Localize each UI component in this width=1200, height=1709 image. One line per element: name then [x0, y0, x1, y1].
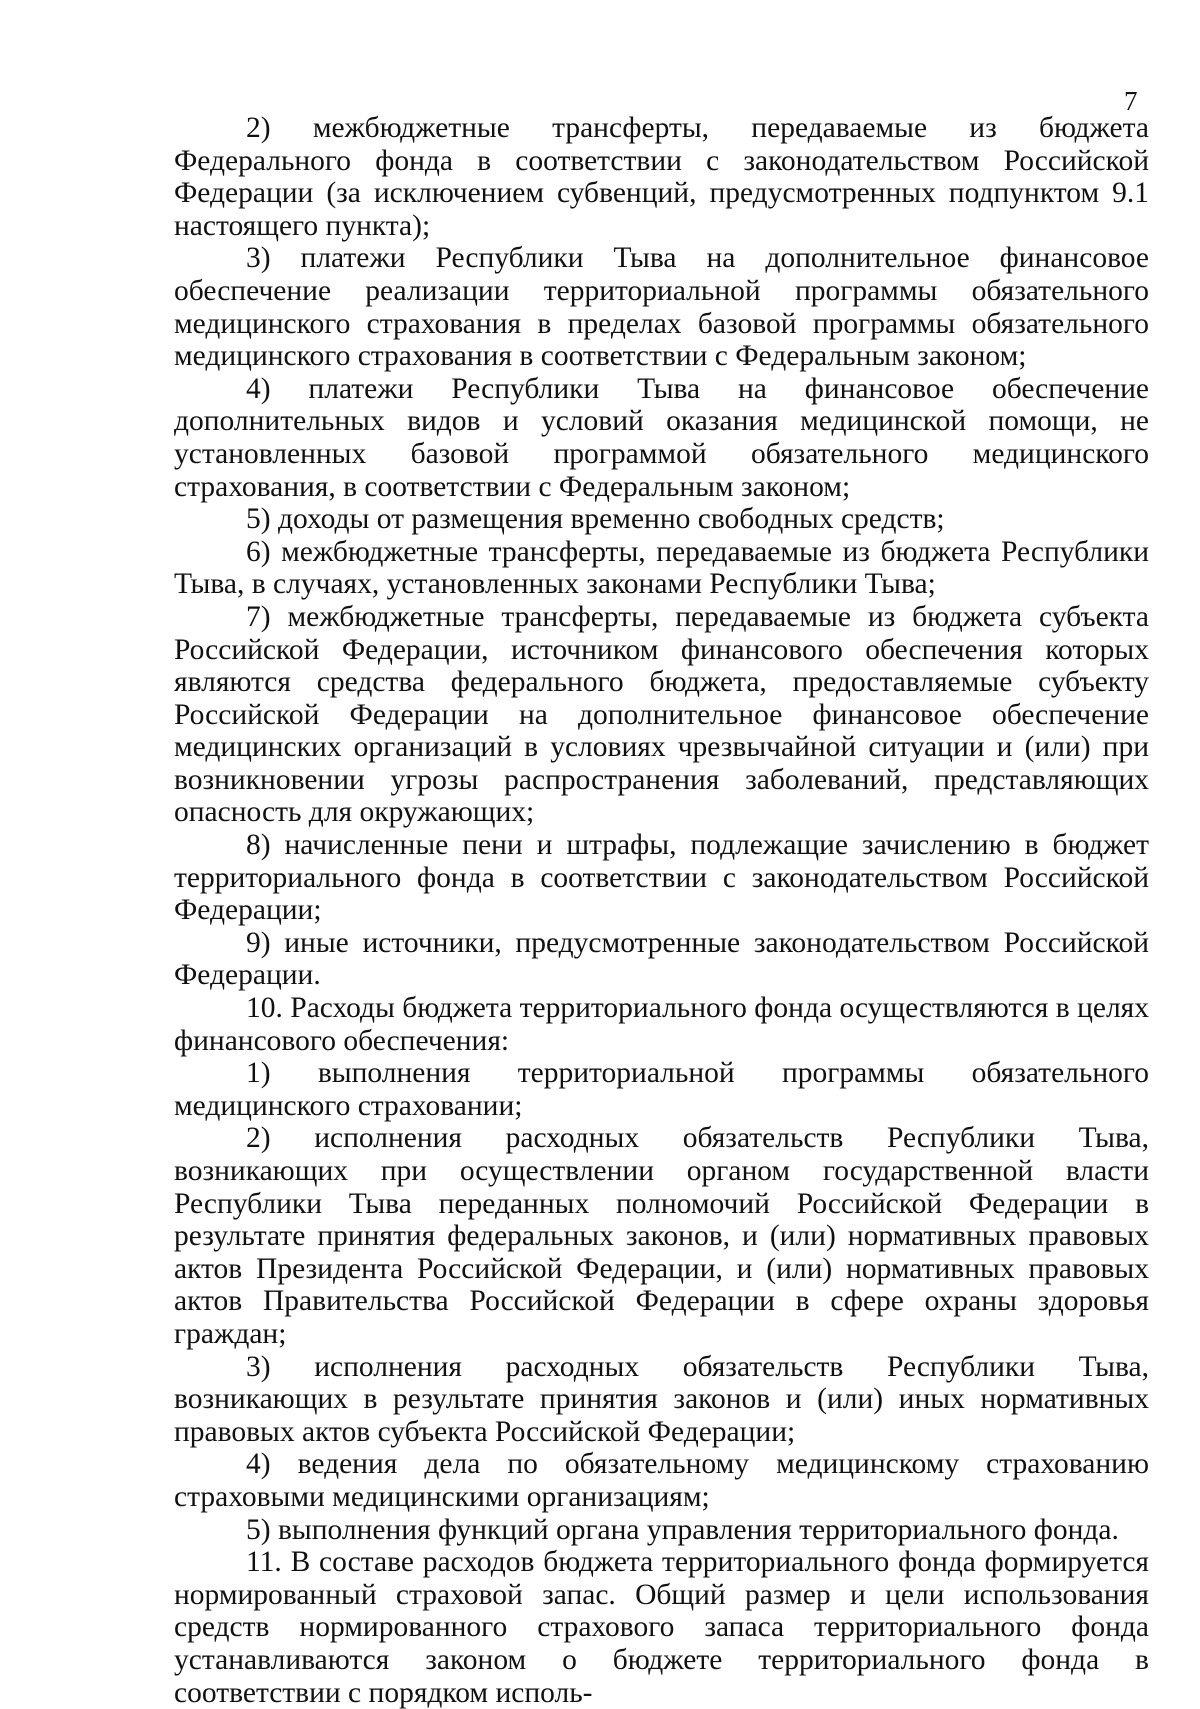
- paragraph-10-item-1: 1) выполнения территориальной программы обязательного медицинского страховании;: [174, 1057, 1149, 1122]
- paragraph-item-3: 3) платежи Республики Тыва на дополнительное финансовое обеспечение реализации территориальной программы обязательного медицинского страхования в пределах базовой программы обязательного медицинского страхования в соответствии с Федеральным законом;: [174, 242, 1149, 373]
- paragraph-10-item-2: 2) исполнения расходных обязательств Республики Тыва, возникающих при осуществлении органом государственной власти Республики Тыва переданных полномочий Российской Федерации в результате принятия федеральных законов, и (или) нормативных правовых актов Президента Российской Федерации, и (или) нормативных правовых актов Правительства Российской Федерации в сфере охраны здоровья граждан;: [174, 1122, 1149, 1350]
- paragraph-section-11: 11. В составе расходов бюджета территориального фонда формируется нормированный страховой запас. Общий размер и цели использования средств нормированного страхового запаса территориального фонда устанавливаются законом о бюджете территориального фонда в соответствии с порядком исполь-: [174, 1546, 1149, 1709]
- paragraph-item-4: 4) платежи Республики Тыва на финансовое обеспечение дополнительных видов и условий оказания медицинской помощи, не установленных базовой программой обязательного медицинского страхования, в соответствии с Федеральным законом;: [174, 372, 1149, 503]
- paragraph-item-8: 8) начисленные пени и штрафы, подлежащие зачислению в бюджет территориального фонда в соответствии с законодательством Российской Федерации;: [174, 829, 1149, 927]
- paragraph-item-2: 2) межбюджетные трансферты, передаваемые из бюджета Федерального фонда в соответствии с законодательством Российской Федерации (за исключением субвенций, предусмотренных подпунктом 9.1 настоящего пункта);: [174, 112, 1149, 242]
- paragraph-item-6: 6) межбюджетные трансферты, передаваемые из бюджета Республики Тыва, в случаях, установленных законами Республики Тыва;: [174, 535, 1149, 601]
- paragraph-item-7: 7) межбюджетные трансферты, передаваемые из бюджета субъекта Российской Федерации, источником финансового обеспечения которых являются средства федерального бюджета, предоставляемые субъекту Российской Федерации на дополнительное финансовое обеспечение медицинских организаций в условиях чрезвычайной ситуации и (или) при возникновении угрозы распространения заболеваний, представляющих опасность для окружающих;: [174, 600, 1149, 829]
- paragraph-10-item-4: 4) ведения дела по обязательному медицинскому страхованию страховыми медицинскими организациям;: [174, 1448, 1149, 1513]
- paragraph-section-10: 10. Расходы бюджета территориального фонда осуществляются в целях финансового обеспечения:: [174, 992, 1149, 1057]
- paragraph-item-9: 9) иные источники, предусмотренные законодательством Российской Федерации.: [174, 926, 1149, 992]
- paragraph-10-item-5: 5) выполнения функций органа управления территориального фонда.: [246, 1513, 1119, 1546]
- paragraph-10-item-3: 3) исполнения расходных обязательств Республики Тыва, возникающих в результате принятия законов и (или) иных нормативных правовых актов субъекта Российской Федерации;: [174, 1350, 1149, 1448]
- page-number: 7: [1124, 86, 1138, 116]
- paragraph-item-5: 5) доходы от размещения временно свободных средств;: [246, 503, 945, 536]
- document-body: [174, 112, 1149, 1709]
